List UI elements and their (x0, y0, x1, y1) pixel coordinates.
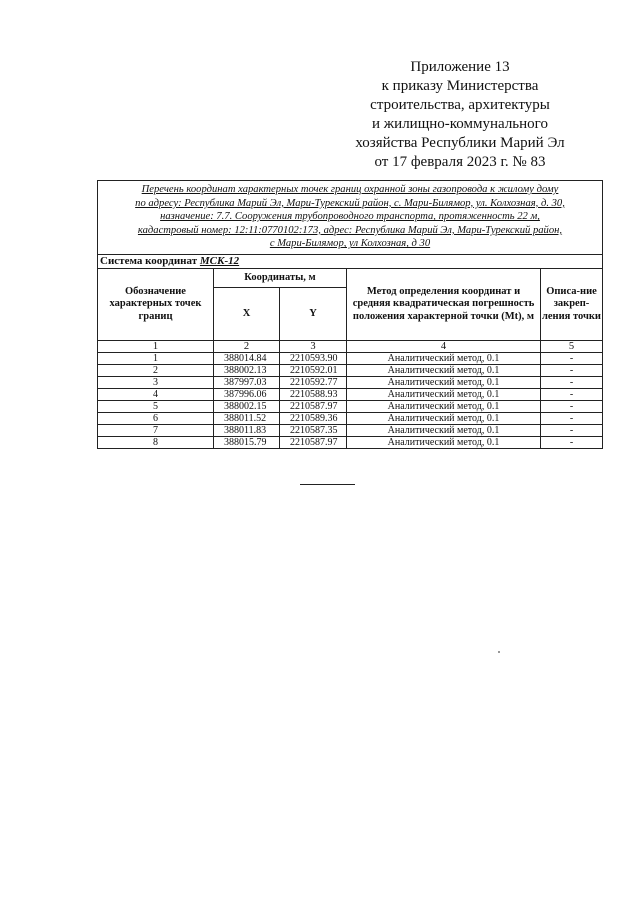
appendix-line: хозяйства Республики Марий Эл (355, 135, 565, 151)
cell-description: - (541, 436, 603, 448)
coordinate-system-name: МСК-12 (199, 255, 240, 268)
column-number: 5 (541, 340, 603, 352)
caption-line: назначение: 7.7. Сооружения трубопроводного транспорта, протяженность 22 м, (160, 211, 540, 223)
cell-x: 388011.83 (214, 424, 280, 436)
coordinates-table (97, 180, 603, 449)
cell-method: Аналитический метод, 0.1 (347, 400, 541, 412)
cell-y: 2210587.97 (280, 436, 347, 448)
end-divider-line (300, 484, 355, 485)
column-number-row (98, 340, 603, 352)
appendix-line: и жилищно-коммунального (372, 116, 548, 132)
caption-line: с Мари-Билямор, ул Колхозная, д 30 (269, 238, 431, 250)
cell-description: - (541, 388, 603, 400)
cell-point: 4 (98, 388, 214, 400)
header-designation: Обозначение характерных точек границ (98, 268, 214, 340)
cell-point: 1 (98, 352, 214, 364)
cell-point: 8 (98, 436, 214, 448)
coordinate-system-row (98, 254, 603, 268)
table-row (98, 412, 603, 424)
column-number: 2 (214, 340, 280, 352)
cell-y: 2210592.01 (280, 364, 347, 376)
cell-y: 2210587.35 (280, 424, 347, 436)
table-row (98, 388, 603, 400)
cell-point: 7 (98, 424, 214, 436)
coordinates-table-container (97, 180, 602, 449)
column-number: 4 (347, 340, 541, 352)
caption-line: по адресу: Республика Марий Эл, Мари-Турекский район, с. Мари-Билямор, ул. Колхозная, д. 30, (135, 197, 565, 209)
cell-y: 2210588.93 (280, 388, 347, 400)
cell-method: Аналитический метод, 0.1 (347, 436, 541, 448)
cell-x: 388002.13 (214, 364, 280, 376)
appendix-line: от 17 февраля 2023 г. № 83 (374, 154, 546, 170)
appendix-header (330, 58, 590, 172)
cell-method: Аналитический метод, 0.1 (347, 364, 541, 376)
caption-line: Перечень координат характерных точек границ охранной зоны газопровода к жилому дому (141, 184, 559, 195)
appendix-line: строительства, архитектуры (370, 97, 550, 113)
table-row (98, 436, 603, 448)
cell-y: 2210589.36 (280, 412, 347, 424)
table-row (98, 352, 603, 364)
cell-x: 388014.84 (214, 352, 280, 364)
cell-x: 388011.52 (214, 412, 280, 424)
cell-method: Аналитический метод, 0.1 (347, 424, 541, 436)
cell-point: 5 (98, 400, 214, 412)
cell-description: - (541, 424, 603, 436)
cell-y: 2210587.97 (280, 400, 347, 412)
header-x: X (214, 287, 280, 340)
cell-point: 3 (98, 376, 214, 388)
appendix-line: Приложение 13 (410, 59, 510, 75)
table-row (98, 364, 603, 376)
cell-description: - (541, 352, 603, 364)
cell-description: - (541, 412, 603, 424)
column-number: 3 (280, 340, 347, 352)
table-caption (98, 181, 603, 255)
cell-x: 387996.06 (214, 388, 280, 400)
cell-description: - (541, 364, 603, 376)
appendix-line: к приказу Министерства (381, 78, 539, 94)
caption-line: кадастровый номер: 12:11:0770102:173, адрес: Республика Марий Эл, Мари-Турекский район, (137, 224, 563, 236)
cell-y: 2210593.90 (280, 352, 347, 364)
cell-x: 388002.15 (214, 400, 280, 412)
coordinate-system-label: Система координат (100, 255, 198, 268)
cell-y: 2210592.77 (280, 376, 347, 388)
cell-method: Аналитический метод, 0.1 (347, 352, 541, 364)
column-number: 1 (98, 340, 214, 352)
header-coordinates: Координаты, м (214, 268, 347, 287)
scan-speck (498, 651, 500, 653)
header-method: Метод определения координат и средняя квадратическая погрешность положения характерной точки (Mt), м (347, 268, 541, 340)
cell-x: 387997.03 (214, 376, 280, 388)
table-row (98, 400, 603, 412)
cell-method: Аналитический метод, 0.1 (347, 376, 541, 388)
cell-method: Аналитический метод, 0.1 (347, 412, 541, 424)
cell-description: - (541, 376, 603, 388)
table-row (98, 376, 603, 388)
cell-description: - (541, 400, 603, 412)
header-y: Y (280, 287, 347, 340)
table-row (98, 424, 603, 436)
cell-method: Аналитический метод, 0.1 (347, 388, 541, 400)
header-description: Описа-ние закреп-ления точки (541, 268, 603, 340)
cell-point: 6 (98, 412, 214, 424)
cell-point: 2 (98, 364, 214, 376)
cell-x: 388015.79 (214, 436, 280, 448)
